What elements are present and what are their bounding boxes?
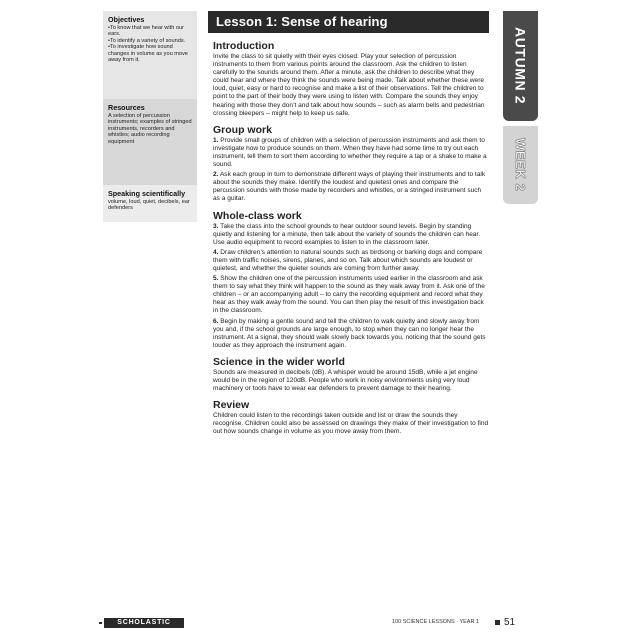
resources-text: A selection of percussion instruments; examples of stringed instruments, recorders and whistles; audio recording equipment — [108, 113, 192, 145]
section-heading-introduction: Introduction — [213, 40, 275, 52]
step-paragraph — [213, 223, 489, 247]
step-paragraph — [213, 249, 489, 273]
resources-title: Resources — [108, 103, 145, 112]
step-paragraph — [213, 318, 489, 350]
objectives-block — [103, 11, 197, 99]
objective-item: • To investigate how sound changes in volume as you move away from it. — [108, 44, 192, 63]
term-label: AUTUMN 2 — [512, 27, 529, 105]
review-text: Children could listen to the recordings taken outside and list or draw the sounds they recognise. Children could also be assessed on drawings they make of their investigation to find out how sounds change in volume as you move away from them. — [213, 412, 489, 436]
section-heading-whole-class-work: Whole-class work — [213, 209, 302, 222]
section-heading-group-work: Group work — [213, 123, 272, 136]
section-heading-wider-world: Science in the wider world — [213, 355, 345, 368]
objective-item: • To know that we hear with our ears. — [108, 25, 192, 38]
step-text: Provide small groups of children with a selection of percussion instruments and ask them to investigate how to produce sounds on them. When they have had some time to try out each instrument, tell them to sort them according to whether they require a tap or a shake to make a sound. — [213, 136, 487, 169]
lesson-title: Lesson 1: Sense of hearing — [216, 14, 388, 29]
sidebar — [103, 11, 197, 222]
step-text: Ask each group in turn to demonstrate different ways of playing their instruments and to talk about the sounds they make. Identify the loudest and quietest ones and compare the percussion sounds with those made by recorders and whistles, or a stringed instrument such as a guitar. — [213, 171, 486, 203]
objectives-list — [108, 25, 192, 63]
step-number: 3. — [213, 222, 219, 230]
section-heading-review: Review — [213, 399, 250, 412]
term-tab — [503, 11, 538, 121]
step-text: Take the class into the school grounds to hear outdoor sound levels. Begin by standing quietly and listening for a minute, then talk about the variety of sounds the children can hear. Use audio equipment to record examples to listen to in the classroom later. — [213, 222, 481, 246]
page-number: 51 — [504, 617, 516, 628]
step-paragraph — [213, 137, 489, 169]
introduction-text: Invite the class to sit quietly with their eyes closed. Play your selection of percussion instruments to them from various points around the classroom. Ask the children to listen carefully to the sounds around them. After a minute, ask the children to describe what they could hear and where they think the sounds were being made. Talk about whether these were loud, quiet, easy or hard to recognise and make a list of their observations. Tell the children to point to the part of their body they were using to listen with. Compare the sounds they enjoy hearing with those they don’t and talk about how sounds – such as alarm bells and pedestrian crossing bleepers – might help to keep us safe. — [213, 53, 485, 117]
resources-block — [103, 99, 197, 185]
speaking-title: Speaking scientifically — [108, 189, 186, 198]
step-paragraph — [213, 171, 489, 203]
objectives-title: Objectives — [108, 15, 145, 24]
publisher-logo: SCHOLASTIC — [104, 618, 184, 628]
step-number: 4. — [213, 248, 219, 256]
step-number: 1. — [213, 136, 219, 144]
step-number: 5. — [213, 275, 219, 283]
step-text: Draw children’s attention to natural sounds such as birdsong or barking dogs and compare them with traffic noises, sirens, planes, and so on. Talk about which sounds are loudest or quietest, and whether the quieter sounds are coming from further away. — [213, 248, 483, 272]
step-paragraph — [213, 275, 489, 315]
step-number: 6. — [213, 317, 219, 325]
week-tab — [503, 126, 538, 204]
step-number: 2. — [213, 171, 219, 179]
speaking-block — [103, 185, 197, 217]
wider-world-text: Sounds are measured in decibels (dB). A whisper would be around 15dB, while a jet engine would be in the region of 120dB. People who work in noisy environments using very loud machinery or tools have to wear ear defenders to prevent damage to their hearing. — [213, 368, 478, 393]
speaking-text: volume, loud, quiet, decibels, ear defenders — [108, 199, 190, 212]
lesson-header — [208, 11, 489, 33]
week-label: WEEK 2 — [513, 138, 528, 192]
book-title: 100 SCIENCE LESSONS · YEAR 1 — [392, 619, 480, 625]
step-text: Begin by making a gentle sound and tell the children to walk quietly and slowly away from you and, if the school grounds are large enough, to stop when they can no longer hear the instrument. At a signal, they should walk slowly back towards you, noticing that the sound gets louder as they approach the instrument again. — [213, 317, 486, 349]
square-icon — [495, 620, 500, 625]
lesson-content — [213, 40, 489, 438]
step-text: Show the children one of the percussion instruments used earlier in the classroom and ask them to say what they think will happen to the sound as they walk away from it. Ask one of the children – or an accompanying adult – to carry the recording equipment and record what they hear as they walk away from the sound. You can then play the result of this investigation back in the classroom. — [213, 275, 485, 315]
objective-item: • To identify a variety of sounds. — [108, 38, 192, 44]
